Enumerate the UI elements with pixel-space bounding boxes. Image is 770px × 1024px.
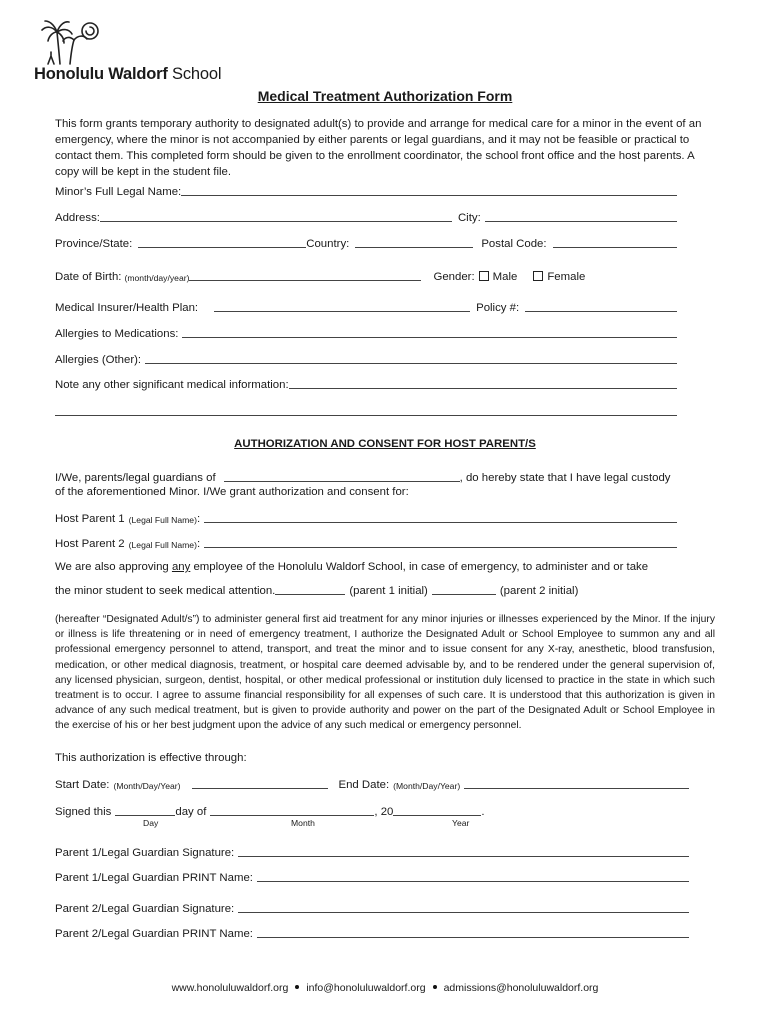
signed-this-label: Signed this — [55, 806, 112, 818]
address-label: Address: — [55, 212, 100, 224]
host-parent-2-hint: (Legal Full Name) — [128, 540, 197, 550]
admissions-email-link[interactable]: admissions@honoluluwaldorf.org — [443, 982, 599, 994]
parent-2-signature-field[interactable] — [238, 912, 689, 913]
effective-through-text: This authorization is effective through: — [55, 752, 247, 764]
host-parent-2-row: Host Parent 2 (Legal Full Name) : — [55, 534, 677, 550]
host-parent-2-field[interactable] — [204, 547, 677, 548]
parent-1-initial-field[interactable] — [275, 594, 345, 595]
parent-1-signature-field[interactable] — [238, 856, 689, 857]
bullet-separator — [295, 985, 299, 989]
minor-name-row — [55, 182, 677, 198]
host-parent-2-label: Host Parent 2 — [55, 538, 125, 550]
signed-day-field[interactable] — [115, 815, 175, 816]
end-date-field[interactable] — [464, 788, 689, 789]
city-label: City: — [457, 212, 481, 224]
host-parent-1-hint: (Legal Full Name) — [128, 515, 197, 525]
dob-label: Date of Birth: — [55, 271, 122, 283]
female-checkbox[interactable] — [533, 271, 543, 281]
approve-employee-text: We are also approving any employee of the Honolulu Waldorf School, in case of emergency, to administer and or take — [55, 561, 649, 573]
start-date-hint: (Month/Day/Year) — [113, 781, 181, 791]
allergies-meds-label: Allergies to Medications: — [55, 328, 179, 340]
allergies-other-label: Allergies (Other): — [55, 354, 142, 366]
parent-2-print-field[interactable] — [257, 937, 689, 938]
bullet-separator — [433, 985, 437, 989]
parent-1-initial-label: (parent 1 initial) — [349, 585, 428, 597]
postal-code-label: Postal Code: — [481, 238, 547, 250]
medical-note-row-2 — [55, 402, 677, 418]
school-logo-text: Honolulu Waldorf School — [34, 65, 222, 83]
male-label: Male — [492, 271, 518, 283]
insurer-label: Medical Insurer/Health Plan: — [55, 302, 199, 314]
guardian-of-label: I/We, parents/legal guardians of — [55, 472, 216, 484]
palm-tree-logo-icon — [40, 18, 104, 66]
allergies-meds-row — [55, 324, 677, 340]
consent-section-title: AUTHORIZATION AND CONSENT FOR HOST PARENT/S — [234, 438, 536, 450]
dob-hint: (month/day/year) — [124, 273, 190, 283]
allergies-other-row — [55, 350, 677, 366]
parent-2-signature-row — [55, 899, 689, 915]
address-row — [55, 208, 677, 224]
start-date-field[interactable] — [192, 788, 328, 789]
country-field[interactable] — [355, 247, 473, 248]
parent-1-signature-row — [55, 843, 689, 859]
end-date-label: End Date: — [338, 779, 390, 791]
legal-custody-text: , do hereby state that I have legal custody — [459, 472, 671, 484]
signed-year-field[interactable] — [393, 815, 481, 816]
parent-2-signature-label: Parent 2/Legal Guardian Signature: — [55, 903, 235, 915]
gender-label: Gender: — [433, 271, 475, 283]
host-parent-1-row: Host Parent 1 (Legal Full Name) : — [55, 509, 677, 525]
province-field[interactable] — [138, 247, 306, 248]
male-checkbox[interactable] — [479, 271, 489, 281]
day-of-label: day of — [175, 806, 207, 818]
female-label: Female — [547, 271, 586, 283]
website-link[interactable]: www.honoluluwaldorf.org — [171, 982, 289, 994]
parent-2-print-row — [55, 924, 689, 940]
day-sublabel: Day — [143, 818, 159, 828]
minor-name-consent-field[interactable] — [224, 481, 460, 482]
medical-note-row — [55, 375, 677, 391]
host-parent-1-field[interactable] — [204, 522, 677, 523]
year-sublabel: Year — [452, 818, 470, 828]
medical-note-field[interactable] — [289, 388, 677, 389]
parent-1-signature-label: Parent 1/Legal Guardian Signature: — [55, 847, 235, 859]
allergies-meds-field[interactable] — [182, 337, 677, 338]
seek-attention-text: the minor student to seek medical attention. — [55, 585, 276, 597]
initials-row — [55, 581, 677, 597]
parent-2-initial-field[interactable] — [432, 594, 496, 595]
info-email-link[interactable]: info@honoluluwaldorf.org — [306, 982, 426, 994]
form-title: Medical Treatment Authorization Form — [257, 88, 513, 104]
designated-adult-legal-text: (hereafter “Designated Adult/s”) to administer general first aid treatment for any minor injuries or illnesses experienced by the Minor. If the injury or illness is life threatening or in need of emergency treatment, I authorize the Designated Adult or School Employee to summon any and all professional emergency personnel to attend, transport, and treat the minor and to issue consent for any X-ray, anesthetic, blood transfusion, medication, or other medical diagnosis, treatment, or hospital care deemed advisable by, and to be rendered under the general supervision of, any licensed physician, surgeon, dentist, hospital, or other medical professional or institution duly licensed to practice in the state in which such treatment is to occur. I agree to assume financial responsibility for all expenses of such care. It is understood that this authorization is given in advance of any such medical treatment, but is given to provide authority and power on the part of the Designated Adult or School Employee in the exercise of his or her best judgment upon the advice of any such medical or emergency personnel. — [55, 614, 715, 732]
minor-name-field[interactable] — [181, 195, 677, 196]
school-logo — [32, 18, 262, 86]
province-row — [55, 234, 677, 250]
grant-consent-text: of the aforementioned Minor. I/We grant authorization and consent for: — [55, 486, 409, 498]
signed-month-field[interactable] — [210, 815, 374, 816]
insurer-field[interactable] — [214, 311, 470, 312]
allergies-other-field[interactable] — [145, 363, 677, 364]
city-field[interactable] — [485, 221, 677, 222]
signed-this-row: Signed this day of , 20 . — [55, 806, 485, 818]
country-label: Country: — [306, 238, 350, 250]
dates-row — [55, 775, 689, 791]
month-sublabel: Month — [291, 818, 315, 828]
medical-note-label: Note any other significant medical information: — [55, 379, 289, 391]
year-prefix-label: , 20 — [374, 806, 394, 818]
parent-2-print-label: Parent 2/Legal Guardian PRINT Name: — [55, 928, 253, 940]
parent-2-initial-label: (parent 2 initial) — [499, 585, 579, 597]
parent-1-print-field[interactable] — [257, 881, 689, 882]
policy-field[interactable] — [525, 311, 677, 312]
minor-name-label: Minor’s Full Legal Name: — [55, 186, 182, 198]
start-date-label: Start Date: — [55, 779, 110, 791]
policy-label: Policy #: — [476, 302, 520, 314]
intro-paragraph: This form grants temporary authority to designated adult(s) to provide and arrange for medical care for a minor in the event of an emergency, where the minor is not accompanied by either parents or legal guardians, and it may not be feasible or practical to contact them. This completed form should be given to the enrollment coordinator, the school front office and the host parents. A copy will be kept in the student file. — [55, 118, 702, 178]
dob-row — [55, 267, 677, 283]
dob-field[interactable] — [189, 280, 421, 281]
parent-1-print-row — [55, 868, 689, 884]
parent-1-print-label: Parent 1/Legal Guardian PRINT Name: — [55, 872, 253, 884]
footer-contacts — [0, 982, 770, 994]
host-parent-1-label: Host Parent 1 — [55, 513, 125, 525]
guardian-of-row — [55, 468, 677, 484]
address-field[interactable] — [100, 221, 452, 222]
province-label: Province/State: — [55, 238, 133, 250]
end-date-hint: (Month/Day/Year) — [393, 781, 461, 791]
postal-code-field[interactable] — [553, 247, 677, 248]
insurer-row — [55, 298, 677, 314]
medical-note-field-2[interactable] — [55, 415, 677, 416]
